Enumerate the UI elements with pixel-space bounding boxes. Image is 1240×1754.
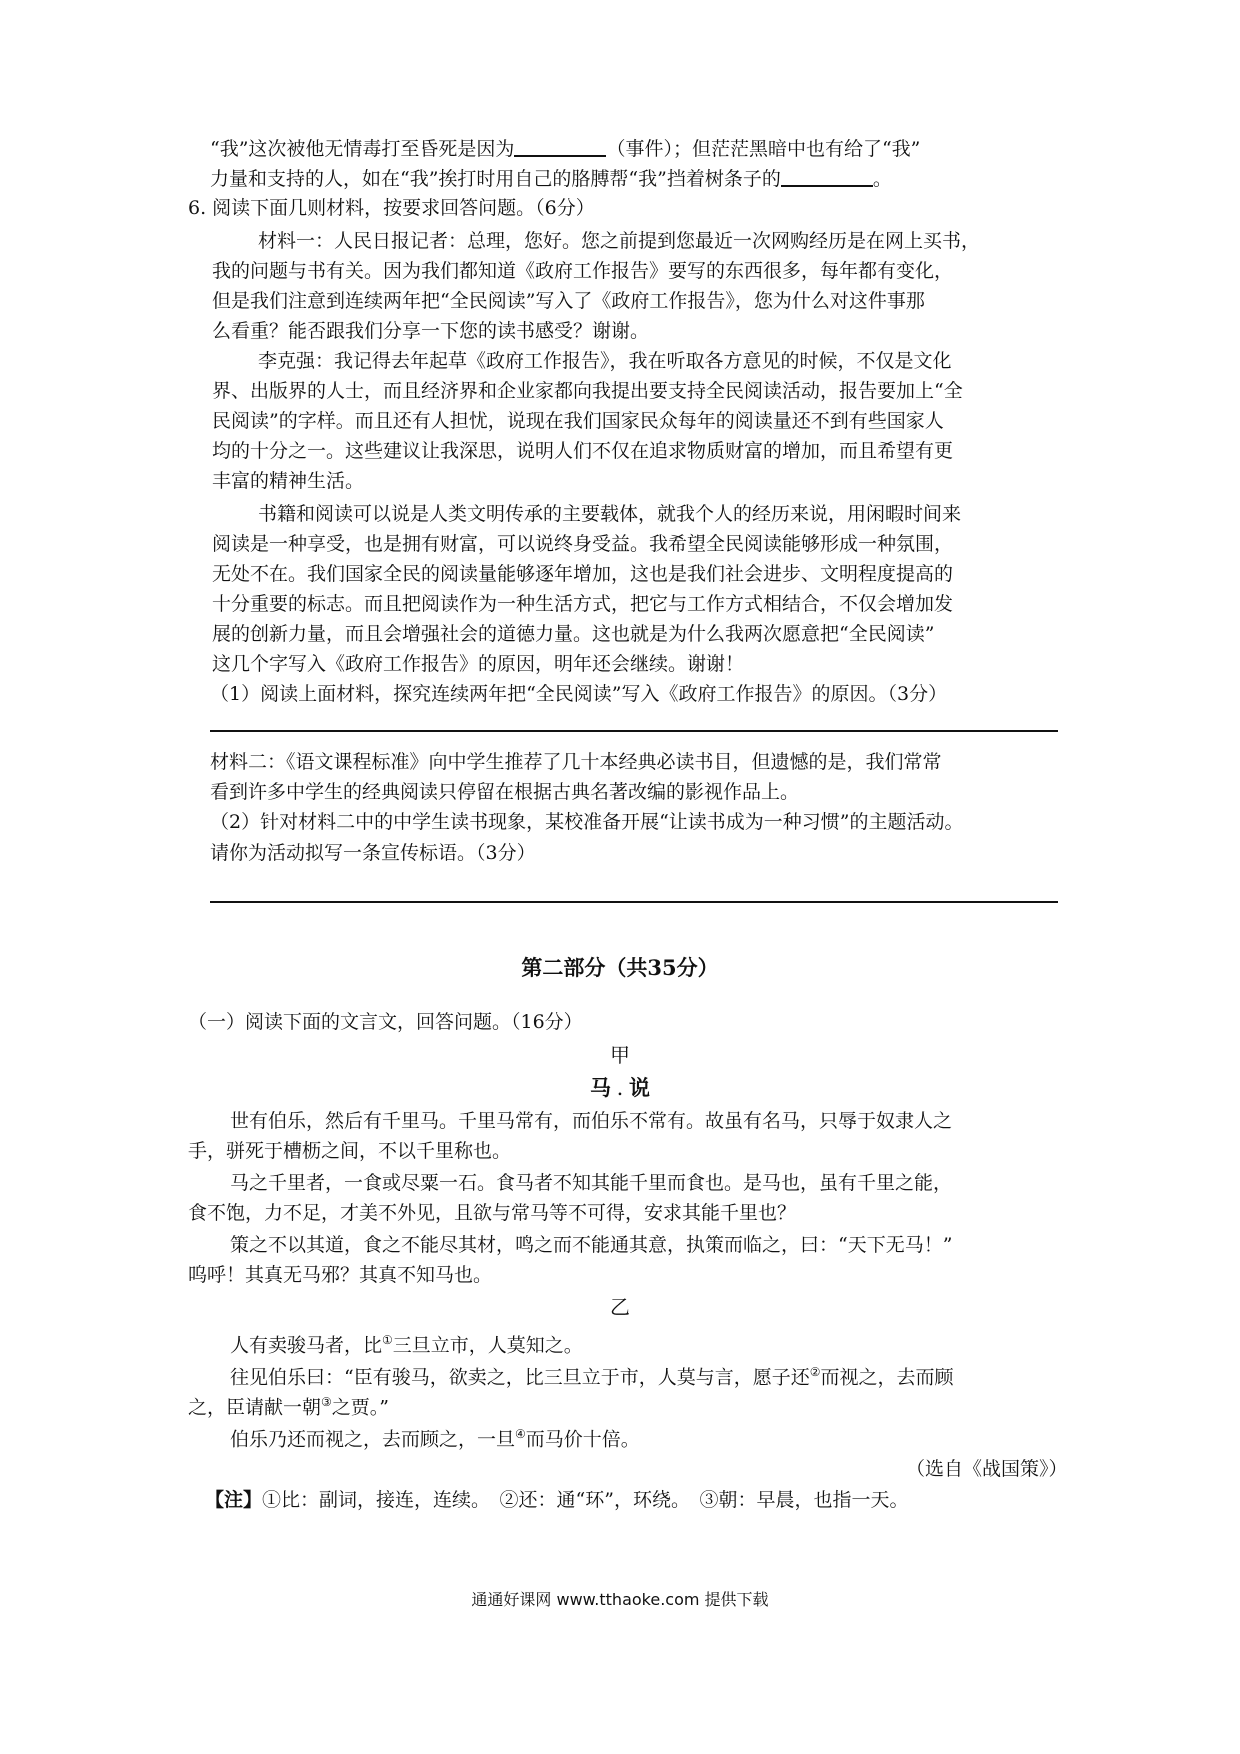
passage-jia-label: 甲: [610, 1043, 630, 1067]
material-1-line: 均的十分之一。这些建议让我深思，说明人们不仅在追求物质财富的增加，而且希望有更: [212, 440, 954, 462]
footnote-marker-2: ②: [809, 1365, 821, 1379]
answer-blank-person[interactable]: [781, 165, 873, 187]
material-1-line: 阅读是一种享受，也是拥有财富，可以说终身受益。我希望全民阅读能够形成一种氛围，: [212, 533, 954, 555]
answer-blank-event[interactable]: [514, 135, 606, 157]
material-1-line: 书籍和阅读可以说是人类文明传承的主要载体，就我个人的经历来说，用闲暇时间来: [258, 503, 962, 525]
material-1-line: 十分重要的标志。而且把阅读作为一种生活方式，把它与工作方式相结合，不仅会增加发: [212, 593, 954, 615]
passage-yi-label: 乙: [610, 1295, 630, 1319]
passage-yi-line-3: [188, 1387, 389, 1422]
passage-jia-line: 呜呼！其真无马邪？其真不知马也。: [188, 1264, 493, 1286]
passage-yi-text: 而马价十倍。: [525, 1428, 640, 1451]
passage-jia-line: 世有伯乐，然后有千里马。千里马常有，而伯乐不常有。故虽有名马，只辱于奴隶人之: [230, 1110, 953, 1132]
annotation-notes: [205, 1485, 908, 1515]
passage-yi-text: 人有卖骏马者，比: [230, 1334, 383, 1357]
sub-question-1: （1）阅读上面材料，探究连续两年把“全民阅读”写入《政府工作报告》的原因。（3分）: [210, 683, 948, 705]
material-2-line: 材料二：《语文课程标准》向中学生推荐了几十本经典必读书目，但遗憾的是，我们常常: [210, 751, 942, 773]
material-1-line: 这几个字写入《政府工作报告》的原因，明年还会继续。谢谢！: [212, 653, 745, 675]
material-1-line: 么看重？能否跟我们分享一下您的读书感受？谢谢。: [212, 320, 650, 342]
source-citation: （选自《战国策》）: [906, 1458, 1068, 1480]
material-1-line: 丰富的精神生活。: [212, 470, 365, 492]
passage-title: [0, 1073, 1240, 1103]
material-1-line: 但是我们注意到连续两年把“全民阅读”写入了《政府工作报告》，您为什么对这件事那: [212, 290, 925, 312]
q5-line-1-text-b: （事件）；但茫茫黑暗中也有给了“我”: [606, 138, 921, 160]
footnote-marker-4: ④: [515, 1427, 526, 1441]
q5-line-1-text-a: “我”这次被他无情毒打至昏死是因为: [210, 138, 515, 160]
part-2-heading: 第二部分（共35分）: [521, 955, 719, 980]
footnote-marker-1: ①: [382, 1333, 393, 1347]
passage-yi-text: 往见伯乐曰：“臣有骏马，欲卖之，比三旦立于市，人莫与言，愿子还: [230, 1366, 810, 1389]
sub-question-2-line: 请你为活动拟写一条宣传标语。（3分）: [210, 842, 536, 864]
material-2-line: 看到许多中学生的经典阅读只停留在根据古典名著改编的影视作品上。: [210, 781, 800, 803]
passage-yi-text: 而视之，去而顾: [820, 1366, 954, 1389]
material-1-line: 材料一：人民日报记者：总理，您好。您之前提到您最近一次网购经历是在网上买书，: [258, 230, 981, 252]
passage-yi-line-4: [230, 1419, 640, 1454]
sub-question-2-line: （2）针对材料二中的中学生读书现象，某校准备开展“让读书成为一种习惯”的主题活动。: [210, 811, 964, 833]
material-1-line: 我的问题与书有关。因为我们都知道《政府工作报告》要写的东西很多，每年都有变化，: [212, 260, 954, 282]
section-1-title: （一）阅读下面的文言文，回答问题。（16分）: [188, 1011, 583, 1033]
material-1-line: 民阅读”的字样。而且还有人担忧，说现在我们国家民众每年的阅读量还不到有些国家人: [212, 410, 944, 432]
q6-title: 6. 阅读下面几则材料，按要求回答问题。（6分）: [188, 197, 595, 219]
passage-jia-line: 食不饱，力不足，才美不外见，且欲与常马等不可得，安求其能千里也？: [188, 1202, 797, 1224]
answer-line-2[interactable]: [210, 901, 1058, 903]
q5-line-2-text-a: 力量和支持的人，如在“我”挨打时用自己的胳膊帮“我”挡着树条子的: [210, 168, 781, 190]
passage-yi-text: 三旦立市，人莫知之。: [392, 1334, 583, 1357]
passage-jia-line: 策之不以其道，食之不能尽其材，鸣之而不能通其意，执策而临之，曰：“天下无马！”: [230, 1234, 953, 1256]
material-1-line: 界、出版界的人士，而且经济界和企业家都向我提出要支持全民阅读活动，报告要加上“全: [212, 380, 963, 402]
notes-text: ①比：副词，接连，连续。 ②还：通“环”，环绕。 ③朝：早晨，也指一天。: [262, 1489, 909, 1511]
material-1-line: 展的创新力量，而且会增强社会的道德力量。这也就是为什么我两次愿意把“全民阅读”: [212, 623, 935, 645]
q5-line-2-text-b: 。: [872, 168, 892, 190]
passage-yi-line-1: [230, 1325, 583, 1360]
answer-line-1[interactable]: [210, 730, 1058, 732]
notes-label: 【注】: [205, 1489, 263, 1511]
passage-jia-line: 马之千里者，一食或尽粟一石。食马者不知其能千里而食也。是马也，虽有千里之能，: [230, 1172, 953, 1194]
material-1-line: 无处不在。我们国家全民的阅读量能够逐年增加，这也是我们社会进步、文明程度提高的: [212, 563, 954, 585]
footnote-marker-3: ③: [321, 1395, 332, 1409]
q5-line-2: [210, 164, 892, 194]
material-1-line: 李克强：我记得去年起草《政府工作报告》，我在听取各方意见的时候，不仅是文化: [258, 350, 952, 372]
passage-yi-text: 之，臣请献一朝: [188, 1396, 322, 1419]
footer-download-text: 通通好课网 www.tthaoke.com 提供下载: [471, 1590, 769, 1609]
passage-title-mark: .: [616, 1076, 624, 1100]
passage-yi-text: 伯乐乃还而视之，去而顾之，一旦: [230, 1428, 516, 1451]
q5-line-1: [210, 134, 920, 164]
passage-title-char-2: 说: [629, 1075, 650, 1100]
passage-yi-text: 之贾。”: [331, 1396, 389, 1419]
passage-jia-line: 手，骈死于槽枥之间，不以千里称也。: [188, 1140, 512, 1162]
passage-title-char-1: 马: [590, 1075, 611, 1100]
